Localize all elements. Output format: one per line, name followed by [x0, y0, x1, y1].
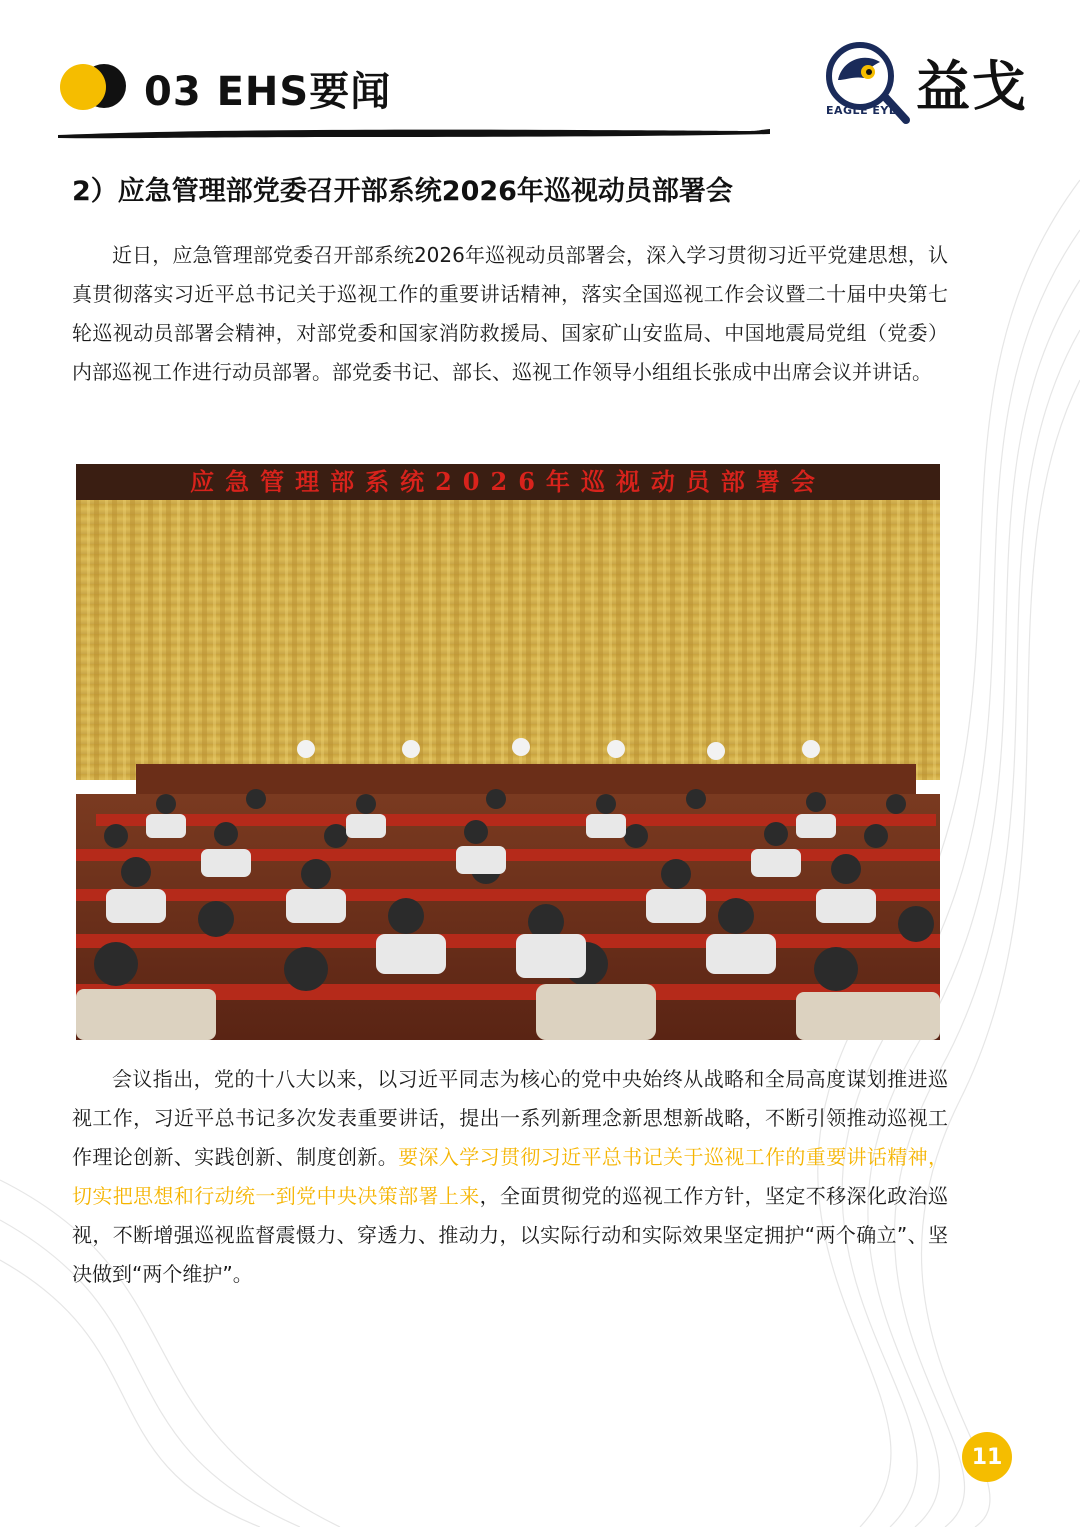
brush-stroke-divider: [58, 126, 770, 140]
article-header: [72, 172, 948, 212]
header-dots-icon: [60, 64, 126, 110]
paragraph2-highlight: 要深入学习贯彻习近平总书记关于巡视工作的重要讲话精神，切实把思想和行动统一到党中央决策部署上来: [72, 1145, 949, 1208]
photo-banner-text: 应急管理部系统2026年巡视动员部署会: [190, 467, 826, 496]
paragraph2-text-a: 会议指出，党的十八大以来，以习近平同志为核心的党中央始终从战略和全局高度谋划推进巡视工作，习近平总书记多次发表重要讲话，提出一系列新理念新思想新战略，不断引领推动巡视工作理论创新、实践创新、制度创新。: [72, 1067, 948, 1169]
page-header: [0, 0, 1080, 150]
brand-subtitle: EAGLE EYE: [826, 104, 897, 117]
article-paragraph-2: [72, 1060, 948, 1294]
article-title: 2）应急管理部党委召开部系统2026年巡视动员部署会: [72, 176, 733, 207]
paragraph2-text-b: ，全面贯彻党的巡视工作方针，坚定不移深化政治巡视，不断增强巡视监督震慑力、穿透力、推动力，以实际行动和实际效果坚定拥护“两个确立”、坚决做到“两个维护”。: [72, 1184, 949, 1286]
section-title: 03 EHS要闻: [144, 69, 392, 115]
article-paragraph-1: 近日，应急管理部党委召开部系统2026年巡视动员部署会，深入学习贯彻习近平党建思想，认真贯彻落实习近平总书记关于巡视工作的重要讲话精神，落实全国巡视工作会议暨二十届中央第七轮巡视动员部署会精神，对部党委和国家消防救援局、国家矿山安监局、中国地震局党组（党委）内部巡视工作进行动员部署。部党委书记、部长、巡视工作领导小组组长张成中出席会议并讲话。: [72, 243, 948, 384]
meeting-photo: [76, 464, 940, 1040]
page-number-badge: 11: [962, 1432, 1012, 1482]
brand-name: 益戈: [916, 55, 1028, 118]
